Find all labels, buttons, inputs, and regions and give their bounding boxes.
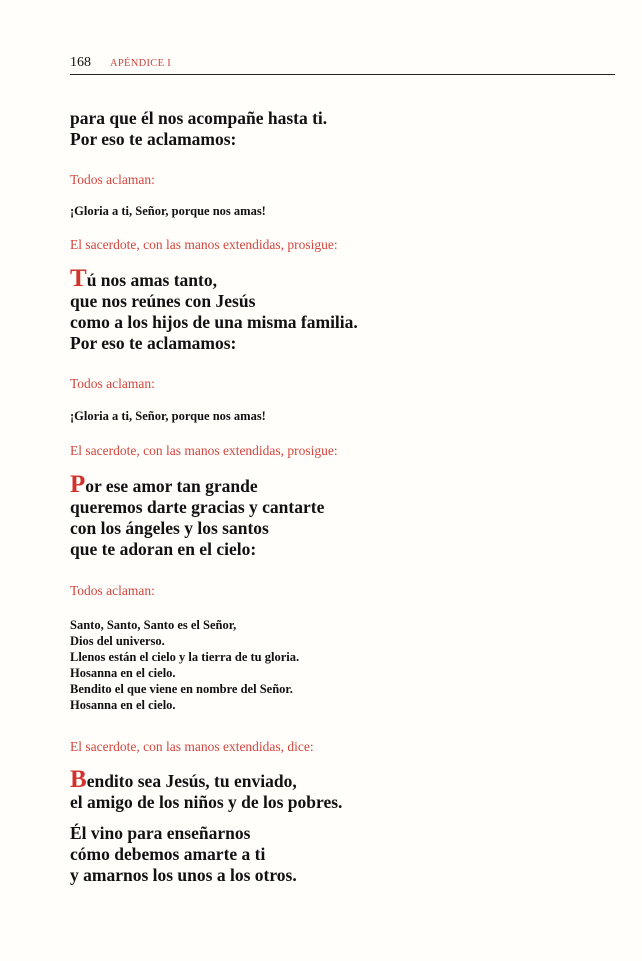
text-line: Hosanna en el cielo. xyxy=(70,698,176,712)
text-line: y amarnos los unos a los otros. xyxy=(70,865,297,885)
first-line-text: or ese amor tan grande xyxy=(85,476,258,496)
rubric-instruction: El sacerdote, con las manos extendidas, prosigue: xyxy=(70,443,338,458)
text-line: Hosanna en el cielo. xyxy=(70,666,176,680)
first-line-text: ú nos amas tanto, xyxy=(86,270,217,290)
first-line xyxy=(70,766,342,793)
text-line: Él vino para enseñarnos xyxy=(70,823,251,843)
rubric-instruction: El sacerdote, con las manos extendidas, dice: xyxy=(70,739,314,754)
rubric-instruction: Todos aclaman: xyxy=(70,172,155,187)
prayer-text xyxy=(70,108,327,150)
page-number: 168 xyxy=(70,55,91,70)
first-line xyxy=(70,265,358,292)
text-line: queremos darte gracias y cantarte xyxy=(70,497,325,517)
response-text xyxy=(70,408,266,424)
page-header xyxy=(70,54,615,75)
response-text xyxy=(70,203,266,219)
text-line: Santo, Santo, Santo es el Señor, xyxy=(70,618,237,632)
text-line: para que él nos acompañe hasta ti. xyxy=(70,108,328,128)
text-line: como a los hijos de una misma familia. xyxy=(70,312,358,332)
text-line: con los ángeles y los santos xyxy=(70,518,269,538)
drop-initial: T xyxy=(70,265,87,292)
rubric-instruction: El sacerdote, con las manos extendidas, prosigue: xyxy=(70,237,338,252)
section-title: APÉNDICE I xyxy=(110,58,172,69)
text-line: ¡Gloria a ti, Señor, porque nos amas! xyxy=(70,409,266,423)
text-line: ¡Gloria a ti, Señor, porque nos amas! xyxy=(70,204,266,218)
text-line: Bendito el que viene en nombre del Señor. xyxy=(70,682,293,696)
text-line: Por eso te aclamamos: xyxy=(70,333,237,353)
rubric-instruction: Todos aclaman: xyxy=(70,583,155,598)
text-line: Dios del universo. xyxy=(70,634,165,648)
drop-initial: B xyxy=(70,766,87,793)
first-line xyxy=(70,471,324,498)
text-line: que nos reúnes con Jesús xyxy=(70,291,256,311)
prayer-text xyxy=(70,265,358,354)
text-line: Por eso te aclamamos: xyxy=(70,129,237,149)
text-line: cómo debemos amarte a ti xyxy=(70,844,266,864)
text-line: el amigo de los niños y de los pobres. xyxy=(70,792,343,812)
prayer-text xyxy=(70,471,325,560)
prayer-text xyxy=(70,766,343,813)
rubric-instruction: Todos aclaman: xyxy=(70,376,155,391)
text-line: Llenos están el cielo y la tierra de tu gloria. xyxy=(70,650,300,664)
first-line-text: endito sea Jesús, tu enviado, xyxy=(86,771,297,791)
drop-initial: P xyxy=(70,471,86,498)
text-line: que te adoran en el cielo: xyxy=(70,539,257,559)
response-text xyxy=(70,617,299,713)
prayer-text xyxy=(70,823,297,886)
